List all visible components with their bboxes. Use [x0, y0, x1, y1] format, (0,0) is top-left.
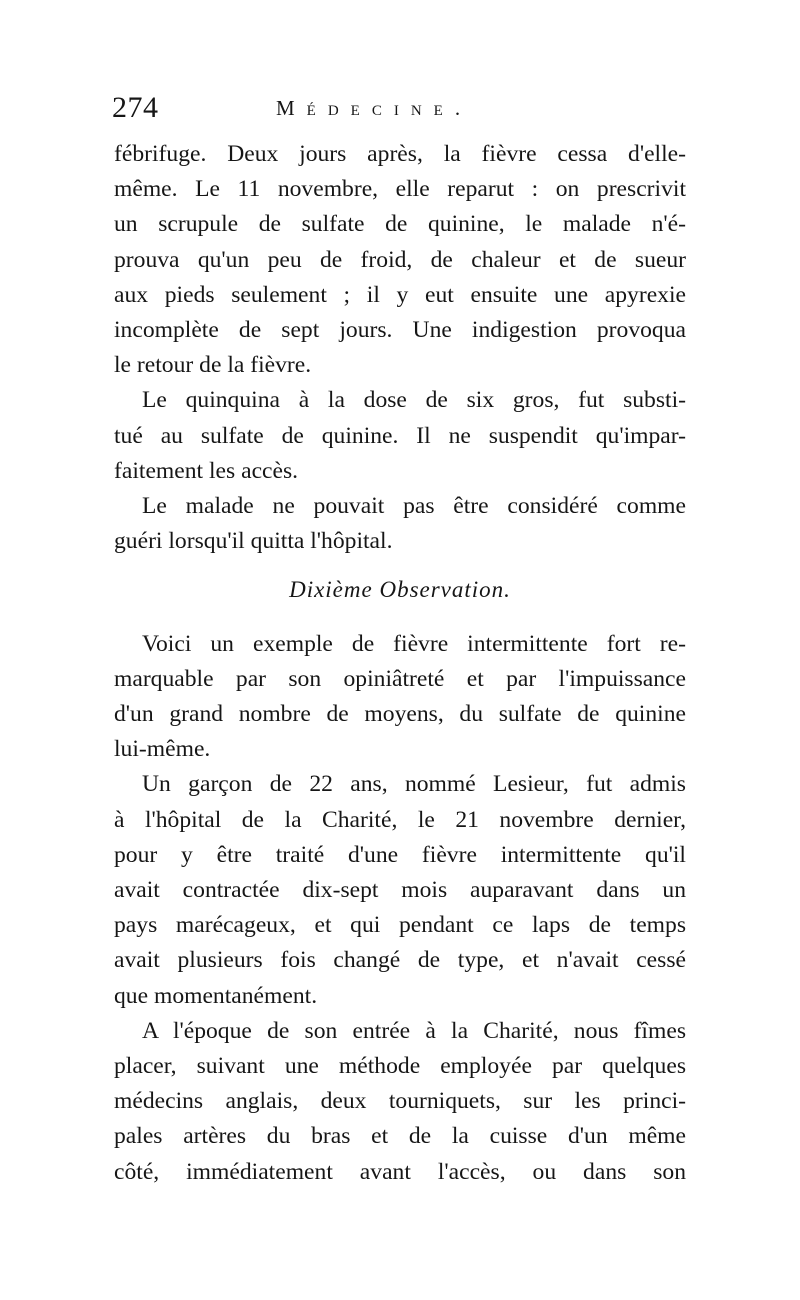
paragraph — [114, 137, 686, 383]
text-line: faitement les accès. — [114, 457, 299, 484]
text-line: côté, immédiatement avant l'accès, ou dans son — [114, 1158, 686, 1185]
text-line: A l'époque de son entrée à la Charité, nous fîmes — [142, 1017, 686, 1044]
page-header — [112, 86, 712, 130]
text-line: guéri lorsqu'il quitta l'hôpital. — [114, 528, 393, 555]
text-line: fébrifuge. Deux jours après, la fièvre cessa d'elle- — [114, 141, 686, 167]
paragraph — [114, 383, 686, 489]
text-line: pales artères du bras et de la cuisse d'un même — [114, 1123, 686, 1150]
text-line: Le quinquina à la dose de six gros, fut substi- — [142, 387, 686, 414]
text-line: un scrupule de sulfate de quinine, le malade n'é- — [114, 211, 686, 238]
text-line: médecins anglais, deux tourniquets, sur les princi- — [114, 1088, 686, 1115]
text-line: lui-même. — [114, 736, 211, 763]
text-line: d'un grand nombre de moyens, du sulfate de quinine — [114, 701, 686, 728]
text-line: Un garçon de 22 ans, nommé Lesieur, fut admis — [142, 771, 686, 798]
page-number: 274 — [112, 91, 159, 124]
paragraph — [114, 767, 686, 1013]
section-heading: Dixième Observation. — [289, 577, 511, 603]
text-line: tué au sulfate de quinine. Il ne suspendit qu'impar- — [114, 422, 686, 449]
text-line: avait contractée dix-sept mois auparavant dans un — [114, 877, 686, 904]
text-line: marquable par son opiniâtreté et par l'impuissance — [114, 665, 686, 692]
paragraph — [114, 1014, 686, 1190]
text-line: placer, suivant une méthode employée par quelques — [114, 1053, 686, 1080]
body-text — [114, 137, 686, 1190]
text-line: Le malade ne pouvait pas être considéré comme — [142, 493, 686, 520]
text-line: Voici un exemple de fièvre intermittente fort re- — [142, 630, 686, 657]
text-line: que momentanément. — [114, 982, 318, 1009]
text-line: même. Le 11 novembre, elle reparut : on prescrivit — [114, 176, 686, 203]
text-line: prouva qu'un peu de froid, de chaleur et de sueur — [114, 246, 686, 273]
text-line: pays marécageux, et qui pendant ce laps de temps — [114, 912, 686, 939]
running-title: Médecine. — [276, 96, 473, 120]
text-line: à l'hôpital de la Charité, le 21 novembre dernier, — [114, 806, 686, 833]
text-line: aux pieds seulement ; il y eut ensuite une apyrexie — [114, 281, 686, 308]
paragraph — [114, 489, 686, 559]
paragraph — [114, 627, 686, 768]
text-line: incomplète de sept jours. Une indigestion provoqua — [114, 317, 686, 344]
text-line: pour y être traité d'une fièvre intermittente qu'il — [114, 841, 686, 868]
text-line: le retour de la fièvre. — [114, 352, 312, 379]
text-line: avait plusieurs fois changé de type, et n'avait cessé — [114, 947, 686, 974]
